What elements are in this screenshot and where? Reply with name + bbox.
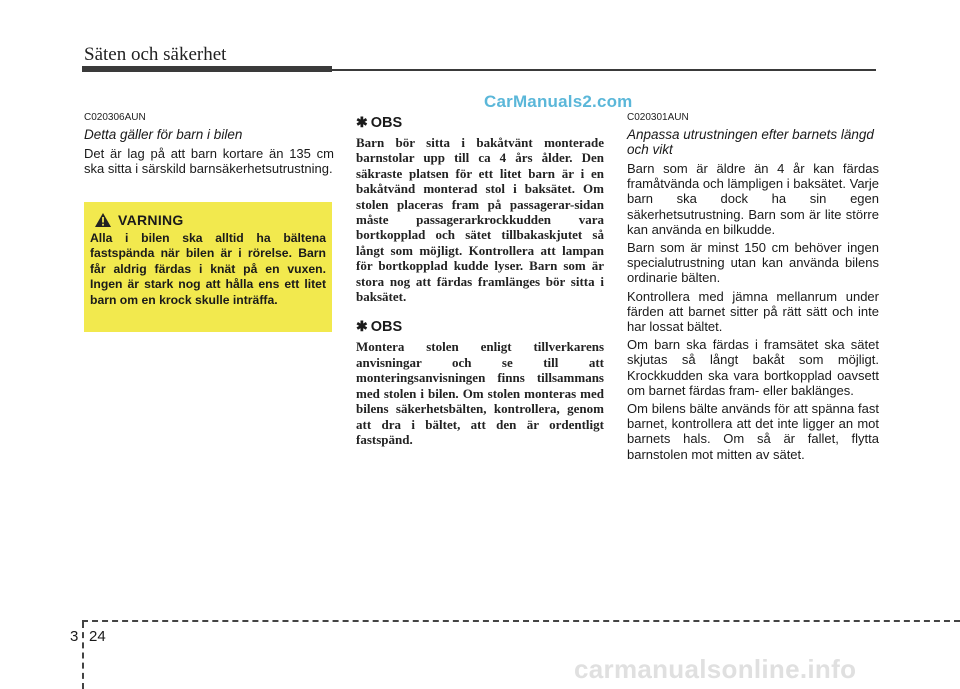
footer-rule bbox=[82, 620, 960, 622]
paragraph: Barn som är minst 150 cm behöver ingen specialutrustning utan kan använda bilens ordinarie bälten. bbox=[627, 240, 879, 286]
paragraph: Om bilens bälte används för att spänna fast barnet, kontrollera att det inte ligger an mot barnets hals. Om så är fallet, flytta barnstolen mot mitten av sätet. bbox=[627, 401, 879, 462]
paragraph: Barn som är äldre än 4 år kan färdas framåtvända och lämpligen i baksätet. Varje barn ska dock ha sin egen säkerhetsutrustning. Barn som är lite större kan använda en bilkudde. bbox=[627, 161, 879, 237]
obs-body-2: Montera stolen enligt tillverkarens anvisningar och se till att monteringsanvisningen finns tillsammans med stolen i bilen. Om stolen monteras med bilens säkerhetsbälten, kontrollera, genom att dra i bältet, att den är ordentligt fastspänd. bbox=[356, 339, 604, 447]
star-icon: ✱ bbox=[356, 318, 368, 335]
section-code: C020306AUN bbox=[84, 112, 146, 123]
section-subheading: Detta gäller för barn i bilen bbox=[84, 127, 243, 142]
section-code: C020301AUN bbox=[627, 112, 689, 123]
header-rule-thick bbox=[82, 66, 332, 72]
watermark-bottom[interactable]: carmanualsonline.info bbox=[574, 654, 857, 684]
warning-triangle-icon bbox=[94, 212, 112, 228]
header-rule-thin bbox=[332, 69, 876, 71]
section-subheading: Anpassa utrustningen efter barnets längd och vikt bbox=[627, 127, 874, 157]
star-icon: ✱ bbox=[356, 114, 368, 130]
column-right bbox=[627, 112, 879, 465]
footer-vertical-rule bbox=[82, 622, 84, 689]
obs-heading-1 bbox=[356, 114, 604, 131]
section-body: Det är lag på att barn kortare än 135 cm ska sitta i särskild barnsäkerhetsutrustning. bbox=[84, 146, 334, 177]
obs-heading-1-label: OBS bbox=[370, 114, 403, 131]
obs-heading-2-label: OBS bbox=[370, 318, 403, 335]
warning-header bbox=[90, 212, 326, 228]
warning-text: Alla i bilen ska alltid ha bältena fastspända när bilen är i rörelse. Barn får aldrig färdas i knät på en vuxen. Ingen är stark nog att hålla ens ett litet barn om en krock skulle inträffa. bbox=[90, 231, 326, 307]
obs-heading-2 bbox=[356, 318, 604, 335]
column-left bbox=[84, 112, 334, 179]
warning-title: VARNING bbox=[118, 212, 184, 228]
warning-box bbox=[84, 202, 332, 332]
column-middle bbox=[356, 112, 604, 447]
paragraph: Om barn ska färdas i framsätet ska sätet skjutas så långt bakåt som möjligt. Krockkudden ska vara bortkopplad oavsett om barnet färdas fram- eller baklänges. bbox=[627, 337, 879, 398]
paragraph: Kontrollera med jämna mellanrum under färden att barnet sitter på rätt sätt och inte har lossat bältet. bbox=[627, 288, 879, 335]
page-number: 24 bbox=[89, 628, 106, 645]
chapter-number: 3 bbox=[70, 628, 79, 645]
page-header-title: Säten och säkerhet bbox=[84, 44, 227, 65]
obs-body-1: Barn bör sitta i bakåtvänt monterade barnstolar upp till ca 4 års ålder. Den säkraste platsen för ett litet barn är i en bakåtvänd monterad stol i baksätet. Om stolen placeras fram på passagerar-sidan måste passagerarkrockkudden vara bortkopplad och sätet tillbakaskjutet så långt som möjligt. Kontrollera att lampan för bortkopplad kudde lyser. Barn som är stora nog att färdas framlänges bör sitta i baksätet. bbox=[356, 135, 604, 305]
watermark-top[interactable]: CarManuals2.com bbox=[484, 92, 633, 111]
